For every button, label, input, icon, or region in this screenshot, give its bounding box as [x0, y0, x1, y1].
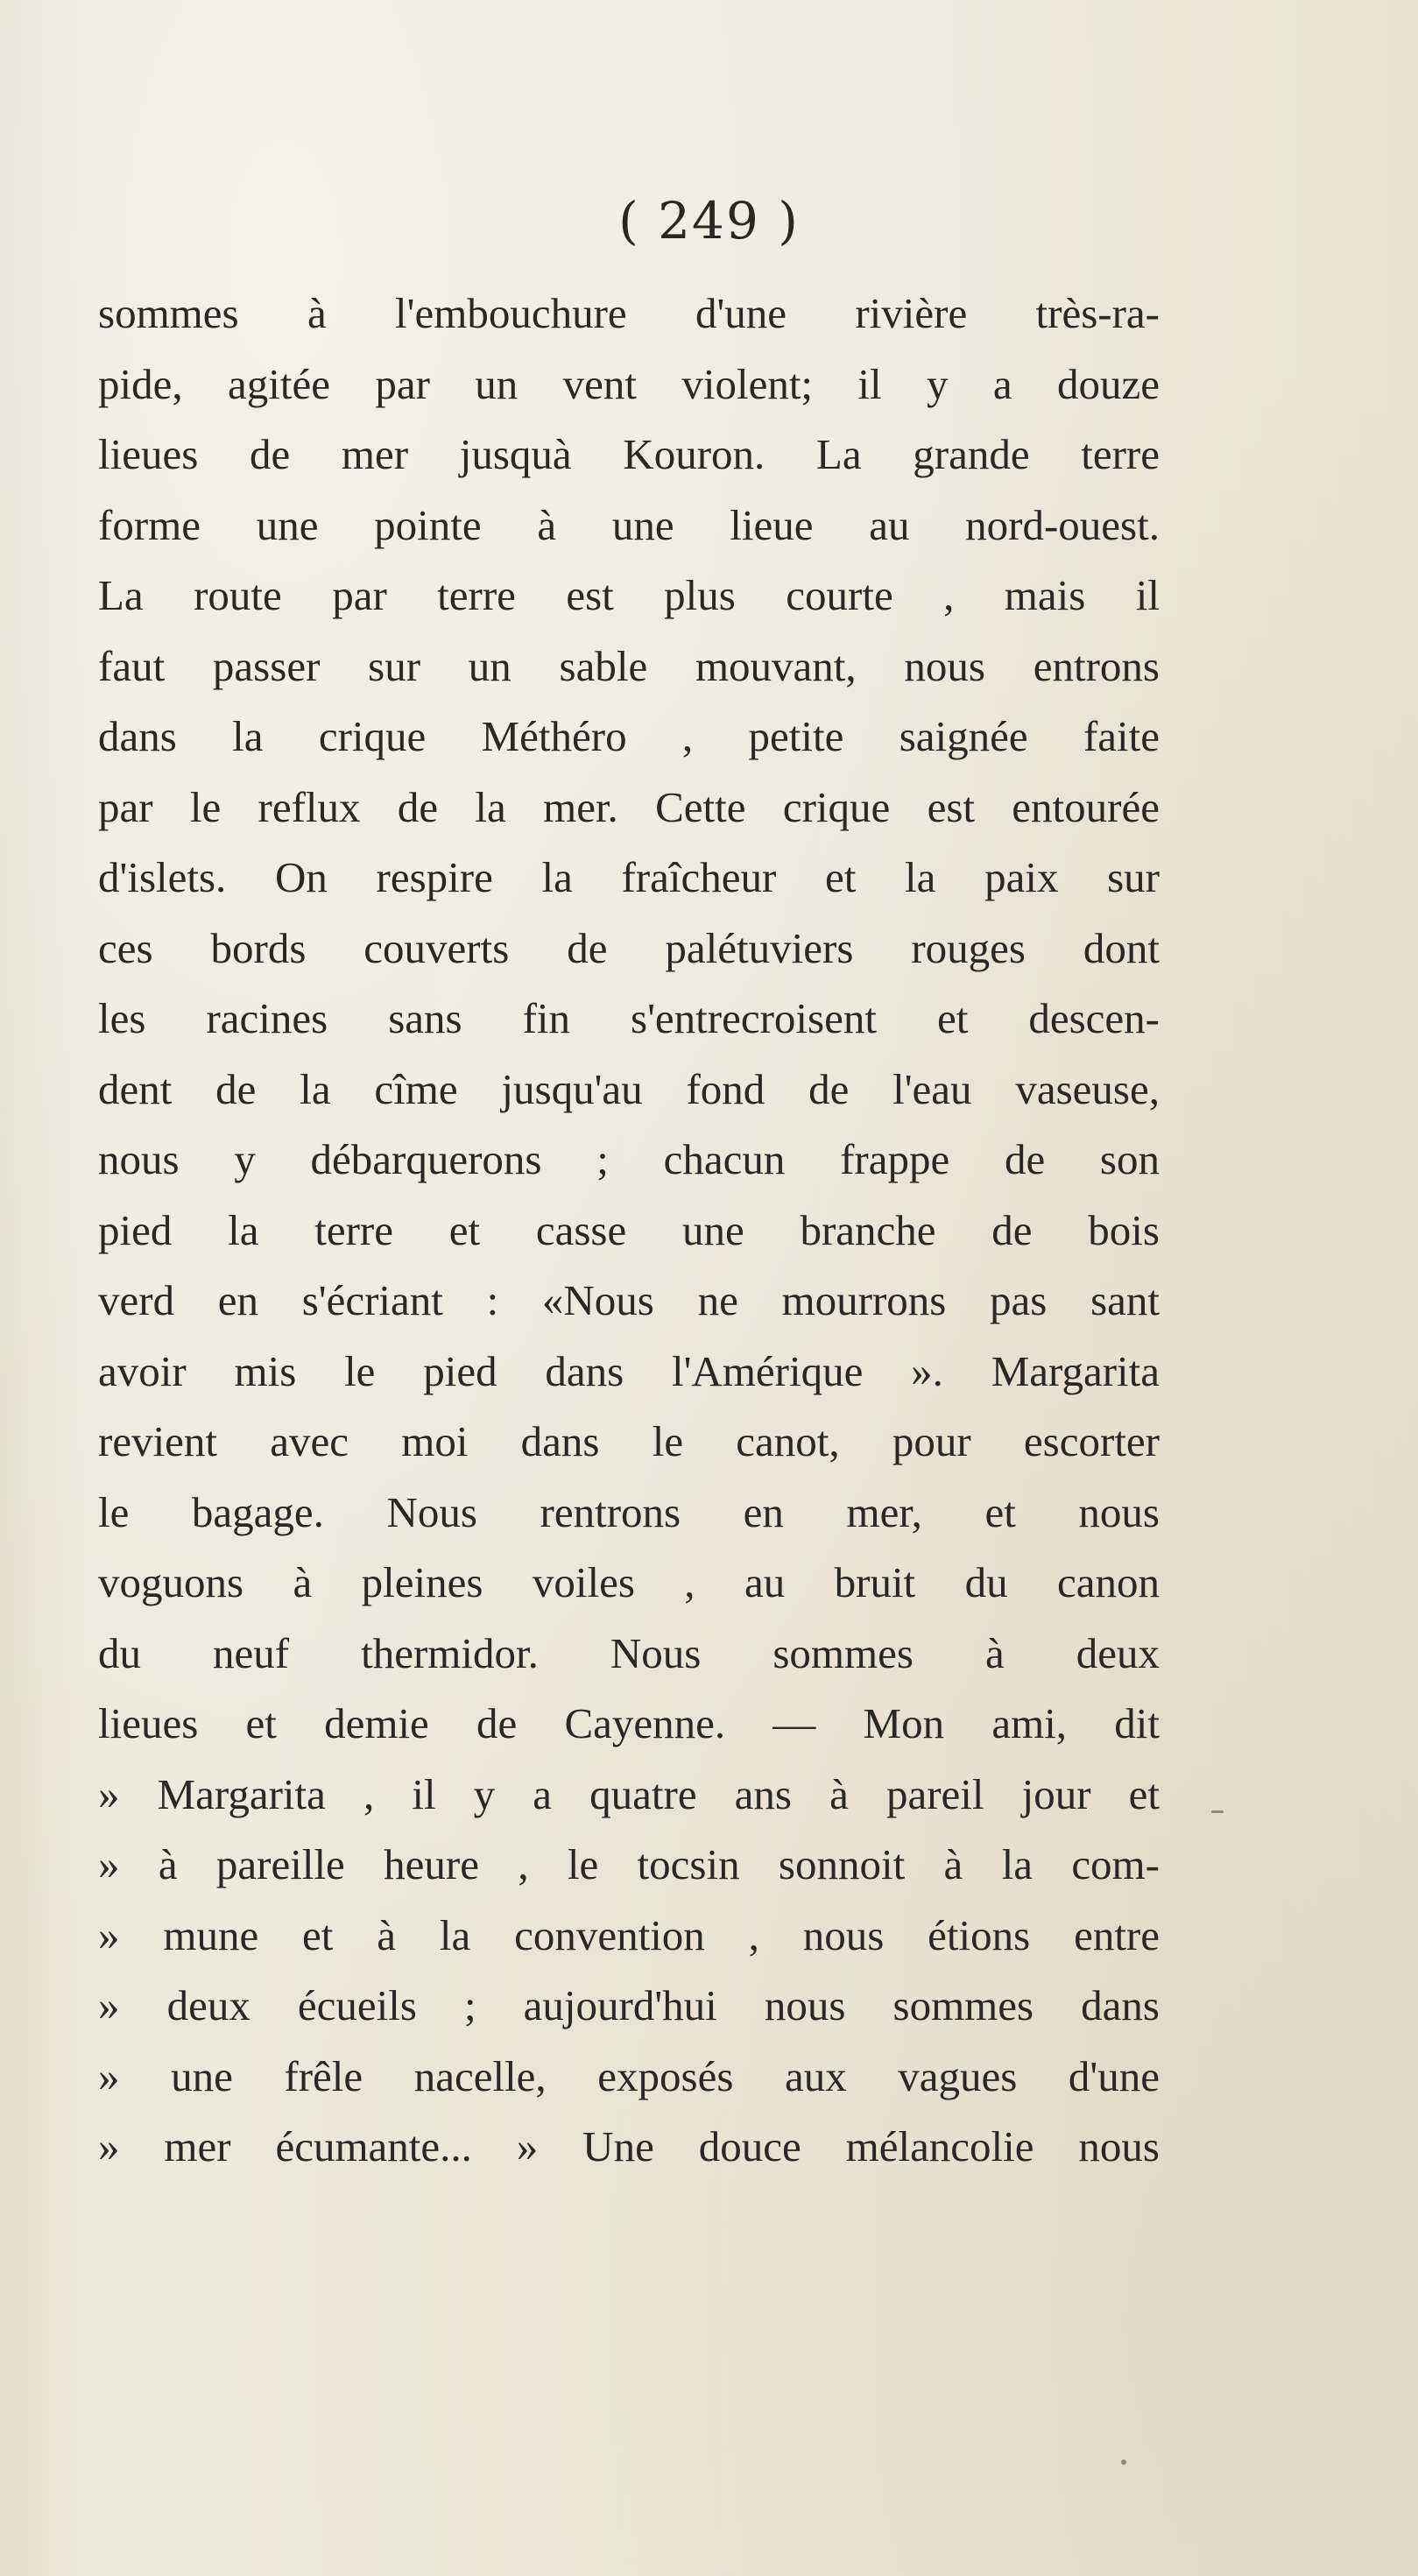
text-line: dent de la cîme jusqu'au fond de l'eau vaseuse, — [98, 1064, 1160, 1113]
paper-speck — [1211, 1810, 1224, 1813]
text-line: pied la terre et casse une branche de bois — [98, 1205, 1160, 1254]
text-line: faut passer sur un sable mouvant, nous entrons — [98, 641, 1160, 690]
text-line: La route par terre est plus courte , mais il — [98, 571, 1160, 619]
paper-speck — [1121, 2460, 1126, 2465]
text-line: verd en s'écriant : «Nous ne mourrons pas sant — [98, 1276, 1160, 1324]
page-number: ( 249 ) — [618, 191, 800, 251]
text-line: » mune et à la convention , nous étions entre — [98, 1910, 1160, 1959]
text-line: » Margarita , il y a quatre ans à pareil jour et — [98, 1769, 1160, 1818]
text-line: pide, agitée par un vent violent; il y a douze — [98, 359, 1160, 408]
text-line: ces bords couverts de palétuviers rouges dont — [98, 923, 1160, 972]
text-line: nous y débarquerons ; chacun frappe de son — [98, 1135, 1160, 1183]
text-line: lieues et demie de Cayenne. — Mon ami, dit — [98, 1699, 1160, 1747]
body-text — [98, 279, 1160, 2183]
text-line: avoir mis le pied dans l'Amérique ». Margarita — [98, 1346, 1160, 1395]
text-line: dans la crique Méthéro , petite saignée faite — [98, 712, 1160, 760]
text-line: forme une pointe à une lieue au nord-ouest. — [98, 500, 1160, 549]
text-line: voguons à pleines voiles , au bruit du canon — [98, 1558, 1160, 1606]
text-line: » mer écumante... » Une douce mélancolie nous — [98, 2122, 1160, 2170]
text-line: lieues de mer jusquà Kouron. La grande terre — [98, 430, 1160, 478]
text-line: revient avec moi dans le canot, pour escorter — [98, 1417, 1160, 1465]
text-line: d'islets. On respire la fraîcheur et la paix sur — [98, 853, 1160, 901]
text-line: » une frêle nacelle, exposés aux vagues d'une — [98, 2051, 1160, 2100]
text-line: sommes à l'embouchure d'une rivière très-ra- — [98, 289, 1160, 337]
text-line: » à pareille heure , le tocsin sonnoit à la com- — [98, 1840, 1160, 1888]
text-line: » deux écueils ; aujourd'hui nous sommes dans — [98, 1981, 1160, 2029]
text-line: les racines sans fin s'entrecroisent et descen- — [98, 994, 1160, 1042]
text-line: par le reflux de la mer. Cette crique est entourée — [98, 782, 1160, 831]
text-line: le bagage. Nous rentrons en mer, et nous — [98, 1487, 1160, 1536]
text-line: du neuf thermidor. Nous sommes à deux — [98, 1628, 1160, 1677]
